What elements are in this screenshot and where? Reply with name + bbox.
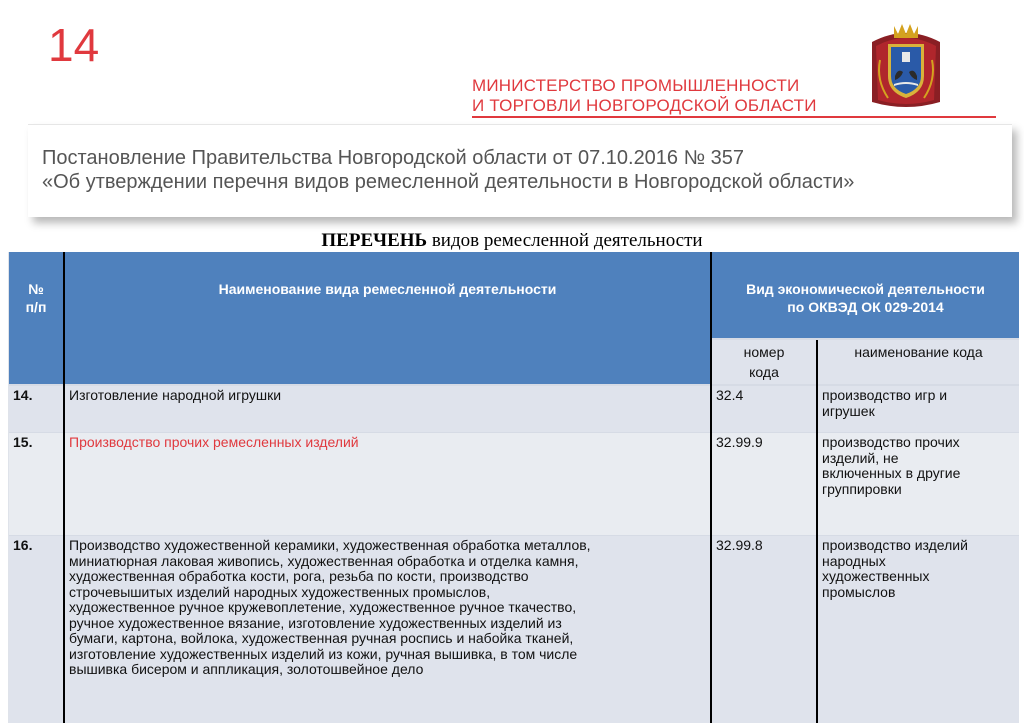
resolution-subtitle: «Об утверждении перечня видов ремесленной деятельности в Новгородской области» [42,171,855,193]
row-14-number: 14. [9,386,63,432]
row-14-name: Изготовление народной игрушки [65,386,710,432]
row-14-code-name: производство игр и игрушек [818,386,1019,432]
ministry-title-line1: МИНИСТЕРСТВО ПРОМЫШЛЕННОСТИ [472,76,800,95]
divider-line [472,116,996,118]
row-14-code: 32.4 [712,386,816,432]
resolution-title: Постановление Правительства Новгородской области от 07.10.2016 № 357 [42,147,744,169]
row-16-name: Производство художественной керамики, художественная обработка металлов, миниатюрная лаковая живопись, художественная обработка и отделка камня, художественная обработка кости, рога, резьба по кости, производство строчевышитых изделий народных художественных промыслов, художественное ручное кружевоплетение, художественное ручное ткачество, ручное художественное вязание, изготовление художественных изделий из бумаги, картона, войлока, художественная ручная роспись и набойка тканей, изготовление художественных изделий из кожи, ручная вышивка, в том числе вышивка бисером и аппликация, золотошвейное дело [65,536,710,723]
ministry-title [472,76,817,116]
row-15-number: 15. [9,433,63,535]
column-divider [710,252,712,723]
row-16-number: 16. [9,536,63,723]
row-16-code-name: производство изделий народных художественных промыслов [818,536,1019,723]
resolution-header [28,124,1012,217]
caption-rest: видов ремесленной деятельности [427,230,703,251]
subheader-code-name: наименование кода [818,340,1019,384]
subheader-code-number: номер кода [712,340,816,384]
ministry-title-line2: И ТОРГОВЛИ НОВГОРОДСКОЙ ОБЛАСТИ [472,96,817,115]
caption-bold: ПЕРЕЧЕНЬ [321,230,428,251]
row-15-code: 32.99.9 [712,433,816,535]
header-okved: Вид экономической деятельности по ОКВЭД ОК 029-2014 [712,252,1019,338]
table-caption [0,230,1024,252]
column-divider [816,340,818,723]
header-activity-name: Наименование вида ремесленной деятельности [65,252,710,384]
row-15-name: Производство прочих ремесленных изделий [65,433,710,535]
header-number: № п/п [9,252,63,384]
row-16-code: 32.99.8 [712,536,816,723]
column-divider [63,252,65,723]
row-15-code-name: производство прочих изделий, не включенных в другие группировки [818,433,1019,535]
coat-of-arms-icon [868,20,944,112]
crafts-table [8,252,1019,723]
slide-number: 14 [48,19,100,71]
